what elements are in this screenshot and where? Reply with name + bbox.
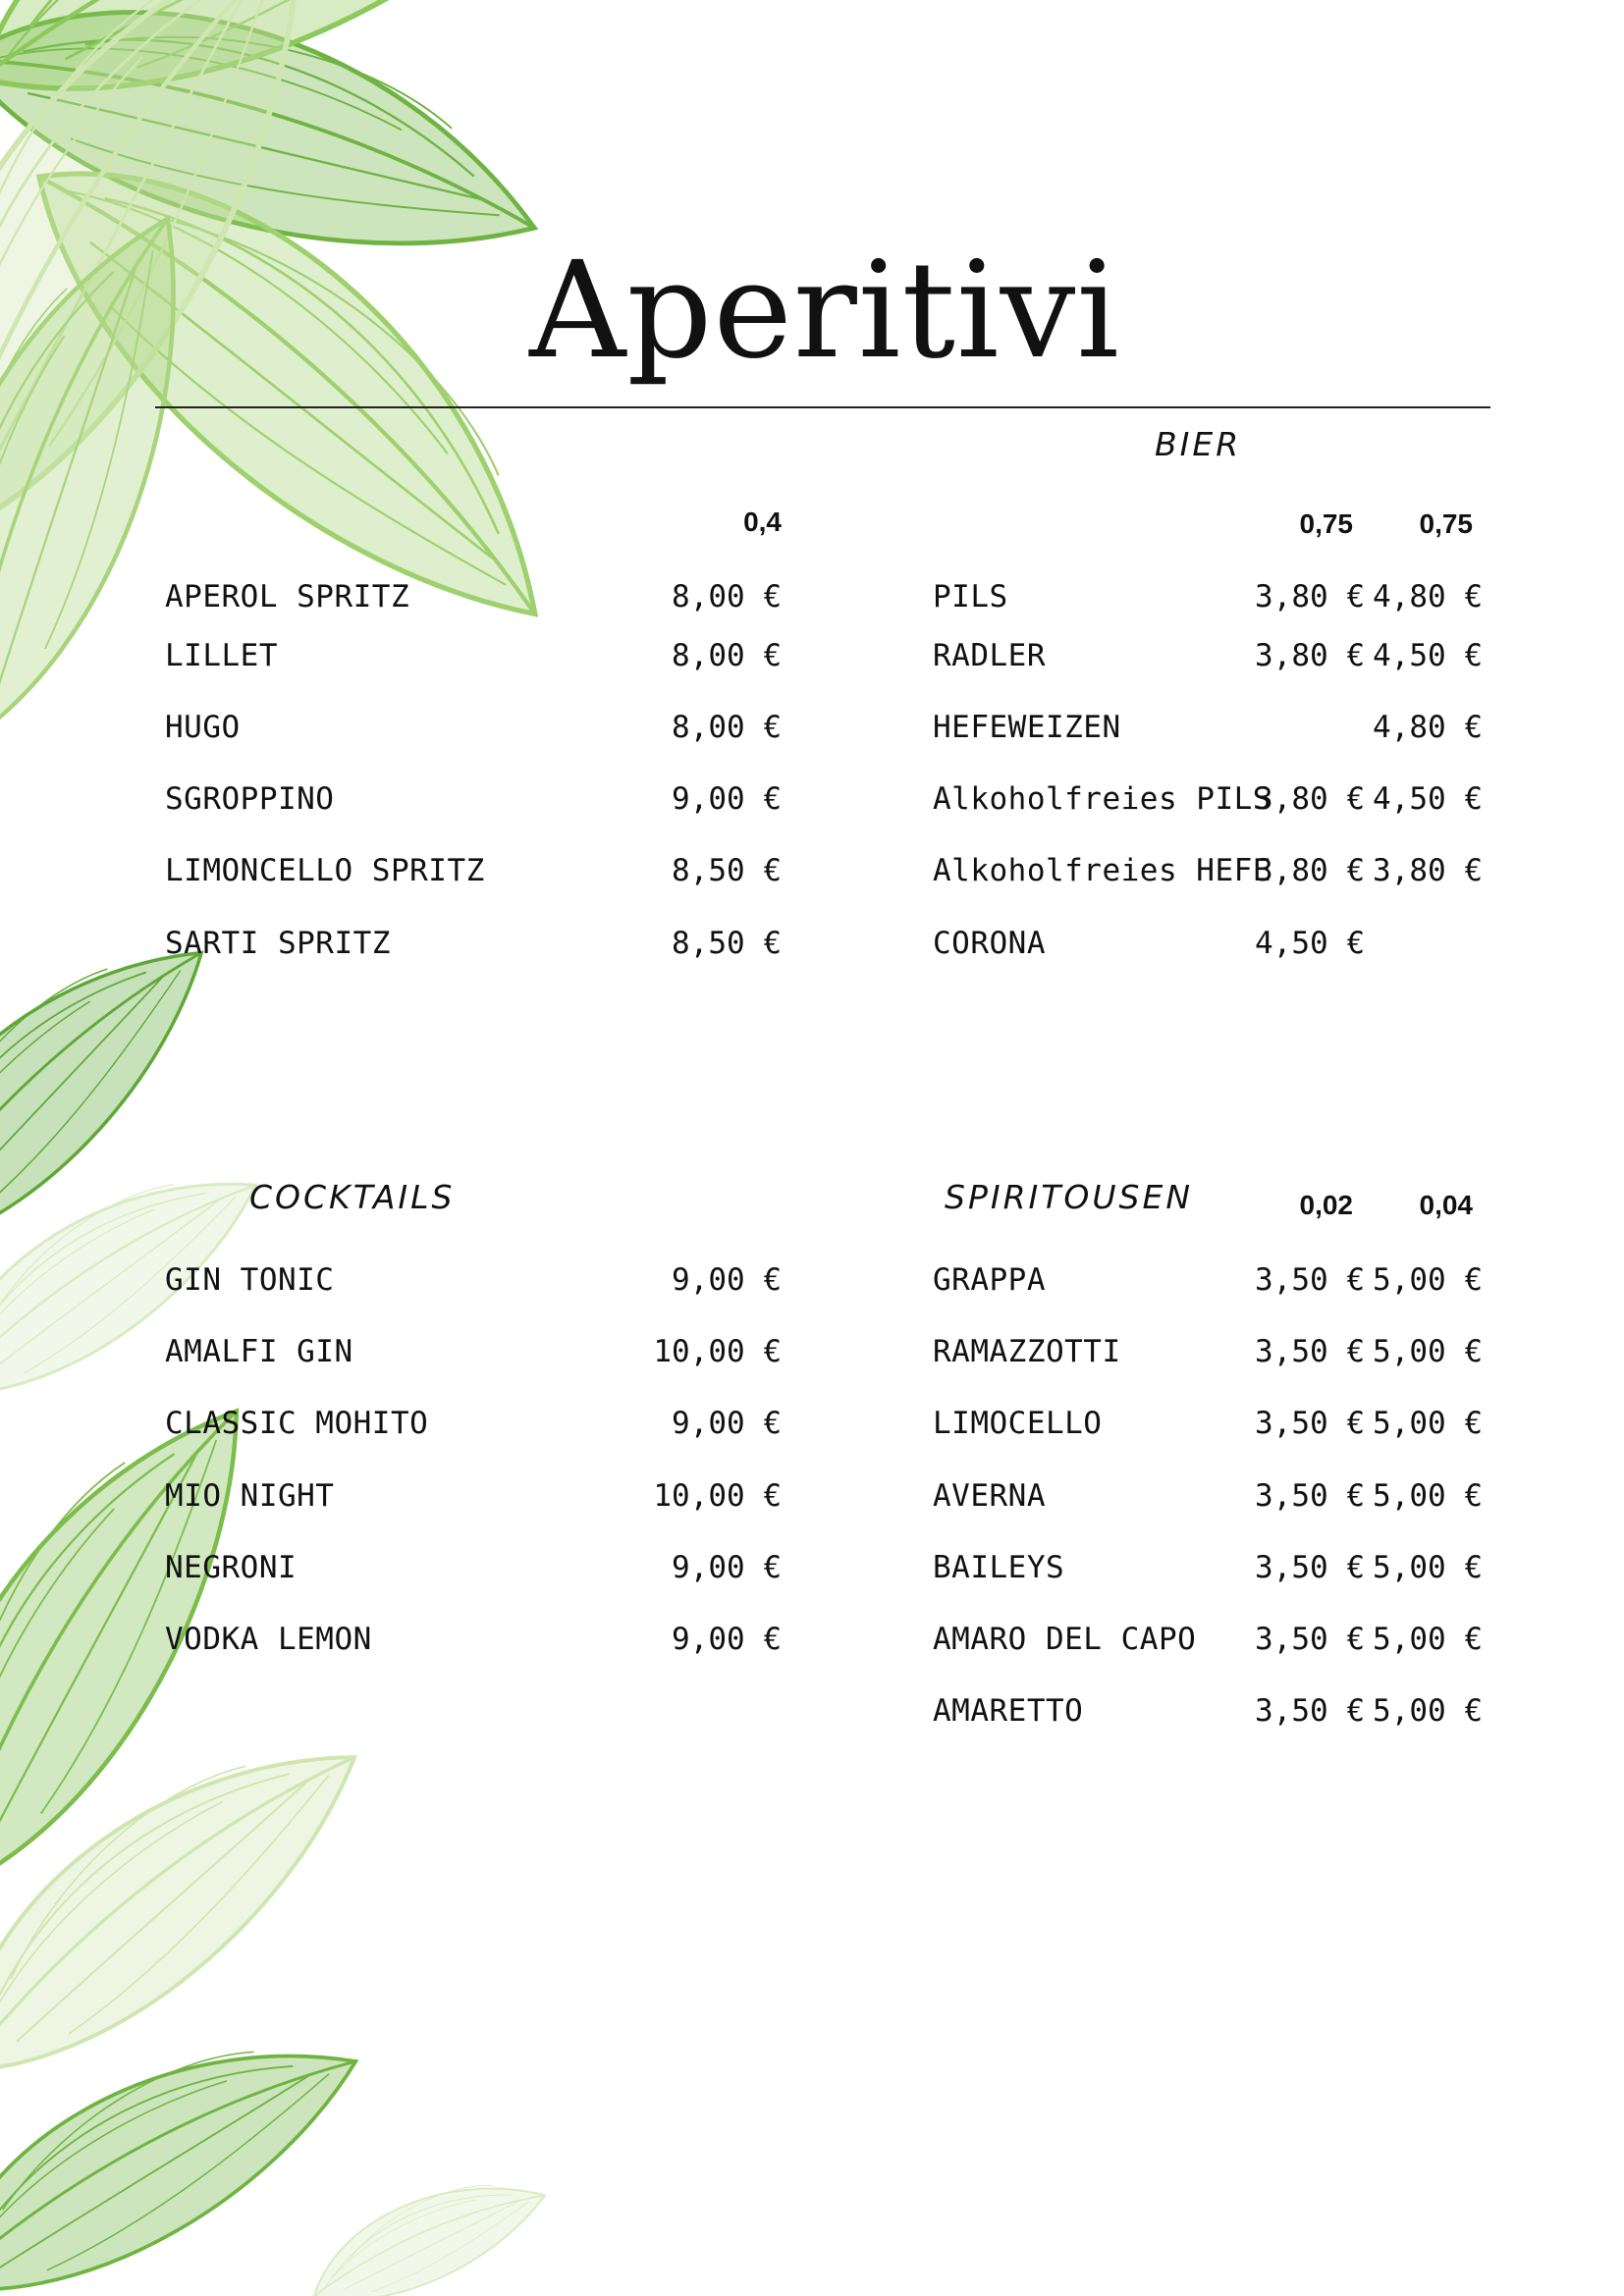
bier-item-price-2: 4,50 € [1373,638,1483,673]
spirit-item-price-2: 5,00 € [1373,1550,1483,1585]
spiritousen-column-header-2: 0,04 [1419,1190,1473,1220]
cocktail-item-price: 9,00 € [672,1406,782,1441]
spirit-item-price-1: 3,50 € [1255,1406,1365,1441]
bier-item-price-2: 4,80 € [1373,579,1483,614]
bier-item-price-2: 4,80 € [1373,710,1483,745]
spiritousen-column-header-1: 0,02 [1299,1190,1353,1220]
page-title: Aperitivi [529,234,1120,389]
spirit-item-price-1: 3,50 € [1255,1622,1365,1657]
aperitivi-item-price: 8,00 € [672,579,782,614]
bier-item-price-1: 4,50 € [1255,926,1365,961]
spiritousen-heading: SPIRITOUSEN [945,1178,1194,1216]
bier-item-price-1: 3,80 € [1255,638,1365,673]
cocktail-item-name: AMALFI GIN [165,1334,353,1369]
aperitivi-item-name: SGROPPINO [165,781,335,817]
spirit-item-name: AMARETTO [933,1693,1084,1729]
spirit-item-name: LIMOCELLO [933,1406,1103,1441]
cocktail-item-price: 10,00 € [653,1334,782,1369]
cocktail-item-name: VODKA LEMON [165,1622,372,1657]
bier-item-name: Alkoholfreies HEFE [933,853,1272,888]
spirit-item-price-2: 5,00 € [1373,1406,1483,1441]
aperitivi-item-name: SARTI SPRITZ [165,926,391,961]
bier-item-name: PILS [933,579,1008,614]
spirit-item-price-1: 3,50 € [1255,1334,1365,1369]
spirit-item-name: GRAPPA [933,1262,1046,1298]
bier-item-name: Alkoholfreies PILS [933,781,1272,817]
bier-item-name: HEFEWEIZEN [933,710,1121,745]
spirit-item-name: AVERNA [933,1478,1046,1514]
aperitivi-column-header: 0,4 [743,507,782,537]
bier-item-price-2: 3,80 € [1373,853,1483,888]
spirit-item-price-1: 3,50 € [1255,1478,1365,1514]
aperitivi-item-name: APEROL SPRITZ [165,579,410,614]
spirit-item-price-1: 3,50 € [1255,1550,1365,1585]
spirit-item-price-2: 5,00 € [1373,1334,1483,1369]
bier-item-price-1: 3,80 € [1255,579,1365,614]
bier-item-price-2: 4,50 € [1373,781,1483,817]
spirit-item-price-2: 5,00 € [1373,1622,1483,1657]
bier-item-price-1: 3,80 € [1255,853,1365,888]
aperitivi-item-price: 8,00 € [672,638,782,673]
cocktail-item-price: 10,00 € [653,1478,782,1514]
spirit-item-name: BAILEYS [933,1550,1065,1585]
aperitivi-item-price: 8,50 € [672,853,782,888]
cocktail-item-name: NEGRONI [165,1550,298,1585]
aperitivi-item-name: LILLET [165,638,278,673]
spirit-item-price-2: 5,00 € [1373,1262,1483,1298]
bier-item-name: RADLER [933,638,1046,673]
spirit-item-name: RAMAZZOTTI [933,1334,1121,1369]
cocktail-item-price: 9,00 € [672,1262,782,1298]
aperitivi-item-name: HUGO [165,710,241,745]
cocktail-item-price: 9,00 € [672,1550,782,1585]
aperitivi-item-name: LIMONCELLO SPRITZ [165,853,485,888]
spirit-item-price-1: 3,50 € [1255,1693,1365,1729]
aperitivi-item-price: 8,50 € [672,926,782,961]
spirit-item-price-2: 5,00 € [1373,1478,1483,1514]
spirit-item-price-2: 5,00 € [1373,1693,1483,1729]
cocktail-item-name: MIO NIGHT [165,1478,335,1514]
bier-item-price-1: 3,80 € [1255,781,1365,817]
spirit-item-price-1: 3,50 € [1255,1262,1365,1298]
bier-column-header-1: 0,75 [1299,508,1353,539]
aperitivi-item-price: 8,00 € [672,710,782,745]
bier-heading: BIER [1155,425,1242,463]
bier-item-name: CORONA [933,926,1046,961]
title-divider [155,406,1490,408]
cocktails-heading: COCKTAILS [249,1178,456,1216]
aperitivi-item-price: 9,00 € [672,781,782,817]
spirit-item-name: AMARO DEL CAPO [933,1622,1197,1657]
cocktail-item-price: 9,00 € [672,1622,782,1657]
bier-column-header-2: 0,75 [1419,508,1473,539]
cocktail-item-name: CLASSIC MOHITO [165,1406,429,1441]
cocktail-item-name: GIN TONIC [165,1262,335,1298]
